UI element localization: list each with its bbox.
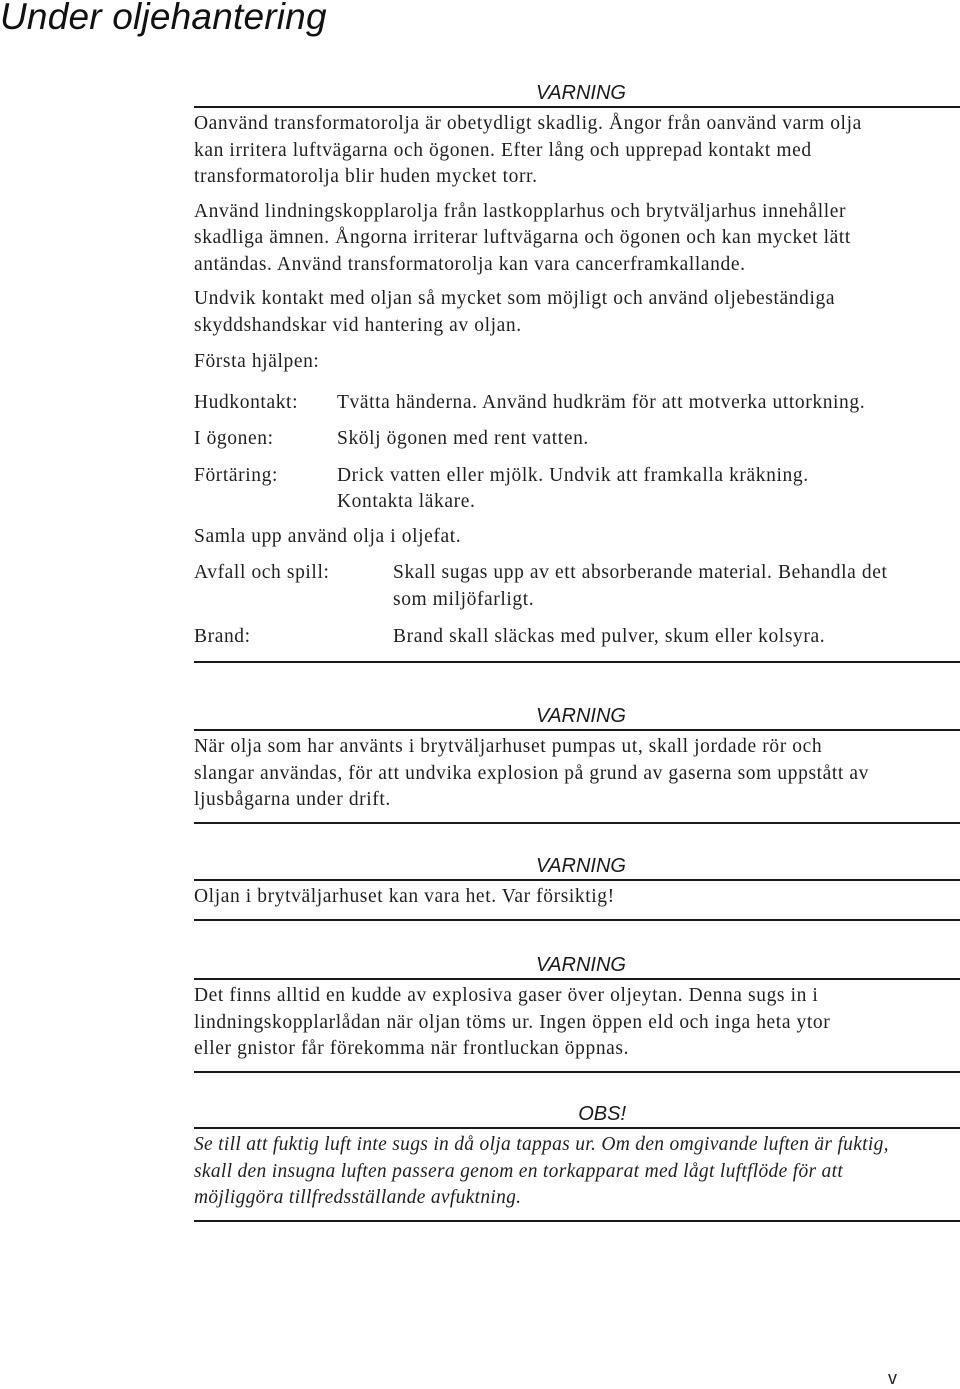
divider [194,1071,960,1073]
divider [194,661,960,663]
paragraph-line: lindningskopplarlådan när oljan töms ur. Ingen öppen eld och inga heta ytor [194,1011,831,1033]
paragraph-line: Oljan i brytväljarhuset kan vara het. Var försiktig! [194,886,615,907]
paragraph-line: Använd lindningskopplarolja från lastkopplarhus och brytväljarhus innehåller [194,200,847,222]
divider [194,919,960,921]
paragraph-line: eller gnistor får förekomma när frontluckan öppnas. [194,1038,630,1059]
paragraph-line: slangar användas, för att undvika explosion på grund av gaserna som uppstått av [194,762,870,784]
paragraph-line: Det finns alltid en kudde av explosiva gaser över oljeytan. Denna sugs in i [194,985,819,1006]
warning-box-hot-oil [194,853,960,921]
first-aid-row-text: Drick vatten eller mjölk. Undvik att framkalla kräkning. [337,464,809,486]
warning-heading: VARNING [535,954,626,976]
first-aid-row [194,426,960,453]
warning-heading: VARNING [535,82,626,104]
disposal-row-text: som miljöfarligt. [393,588,535,610]
first-aid-row-text: Kontakta läkare. [337,491,476,512]
paragraph-line: möjliggöra tillfredsställande avfuktning. [194,1187,522,1208]
page-number: v [888,1368,897,1388]
first-aid-row [194,463,960,516]
paragraph-line: ljusbågarna under drift. [194,789,391,810]
disposal-row-label: Avfall och spill: [194,562,330,583]
paragraph-line: antändas. Använd transformatorolja kan vara cancerframkallande. [194,253,746,275]
paragraph-line: kan irritera luftvägarna och ögonen. Efter lång och upprepad kontakt med [194,139,812,161]
warning-box-explosive-gas [194,952,960,1073]
page-title: Under oljehantering [0,0,327,37]
paragraph-line: skyddshandskar vid hantering av oljan. [194,314,522,336]
paragraph-line: transformatorolja blir huden mycket torr. [194,166,538,187]
warning-box-pumping [194,703,960,824]
warning-heading: VARNING [535,855,626,877]
divider [194,1220,960,1222]
first-aid-row-label: I ögonen: [194,428,274,449]
disposal-row [194,560,960,613]
paragraph-line: Oanvänd transformatorolja är obetydligt skadlig. Ångor från oanvänd varm olja [194,113,862,134]
warning-heading: VARNING [535,705,626,727]
paragraph-line: När olja som har använts i brytväljarhuset pumpas ut, skall jordade rör och [194,736,823,757]
divider [194,822,960,824]
warning-box-oil-hazards [194,80,960,663]
paragraph-line: Undvik kontakt med oljan så mycket som möjligt och använd oljebeständiga [194,288,836,309]
first-aid-row [194,390,960,417]
first-aid-row-text: Skölj ögonen med rent vatten. [337,428,589,449]
paragraph-line: skall den insugna luften passera genom en torkapparat med lågt luftflöde för att [194,1160,844,1182]
note-heading: OBS! [578,1103,626,1125]
collect-instruction: Samla upp använd olja i oljefat. [194,525,462,547]
first-aid-row-label: Förtäring: [194,464,278,486]
first-aid-label: Första hjälpen: [194,351,320,372]
first-aid-row-text: Tvätta händerna. Använd hudkräm för att motverka uttorkning. [337,391,866,413]
disposal-row-text: Brand skall släckas med pulver, skum eller kolsyra. [393,626,826,647]
note-box-humidity [194,1101,960,1222]
disposal-row-label: Brand: [194,626,251,647]
disposal-row-text: Skall sugas upp av ett absorberande material. Behandla det [393,562,888,583]
paragraph-line: Se till att fuktig luft inte sugs in då olja tappas ur. Om den omgivande luften är fuktig, [194,1134,889,1155]
first-aid-row-label: Hudkontakt: [194,391,299,413]
disposal-row [194,624,960,651]
paragraph-line: skadliga ämnen. Ångorna irriterar luftvägarna och ögonen och kan mycket lätt [194,227,851,248]
